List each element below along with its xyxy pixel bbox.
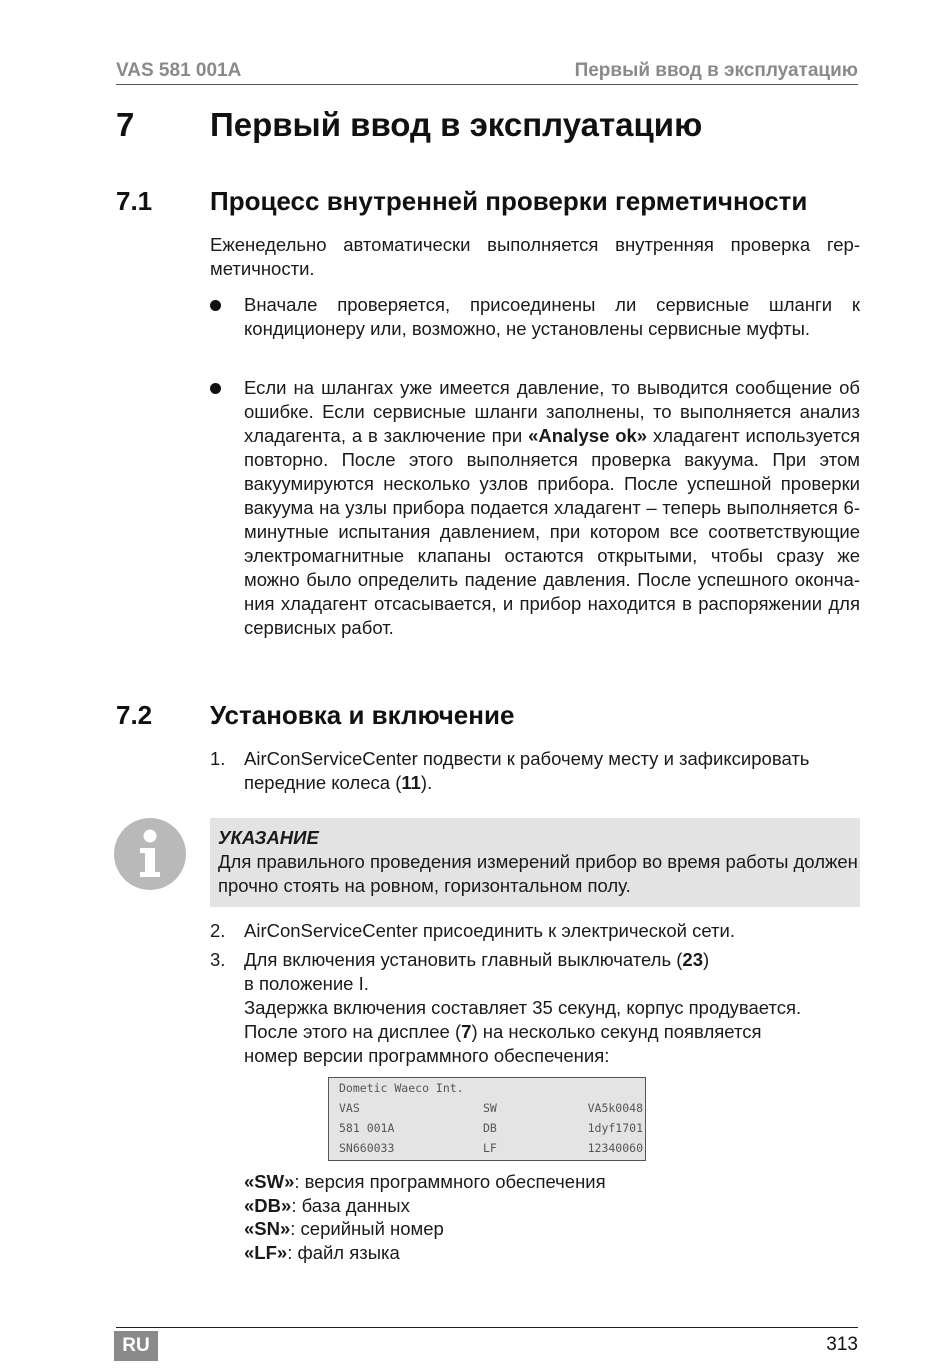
section-7-1-title: Процесс внутренней проверки герметичности bbox=[210, 186, 808, 216]
language-badge: RU bbox=[114, 1331, 158, 1361]
bullet-item bbox=[210, 293, 860, 341]
legend-item: «DB»: база данных bbox=[244, 1194, 410, 1216]
lcd-row: 581 001A DB 1dyf1701 bbox=[339, 1121, 643, 1135]
step-number: 3. bbox=[210, 949, 226, 970]
note-text: Для правильного проведения измерений прибор во время работы должен прочно стоять на ровном, горизонтальном полу. bbox=[218, 851, 858, 896]
analyse-ok-label: «Analyse ok» bbox=[528, 425, 648, 446]
lcd-row: SN660033 LF 12340060 bbox=[339, 1141, 643, 1155]
section-7-1-intro: Еженедельно автоматически выполняется внутренняя проверка герметичности. bbox=[210, 234, 860, 279]
section-7-2-number: 7.2 bbox=[116, 700, 153, 730]
step-text: AirConServiceCenter подвести к рабочему месту и зафиксировать передние колеса (11). bbox=[244, 748, 810, 793]
step-text: Для включения установить главный выключатель (23) в положение I. Задержка включения составляет 35 секунд, корпус продувается. После этого на дисплее (7) на несколько секунд появляется номер версии программного обеспечения: bbox=[244, 949, 802, 1066]
bullet-item bbox=[210, 376, 860, 640]
lcd-display bbox=[328, 1077, 646, 1161]
bullet-icon bbox=[210, 300, 221, 311]
lcd-row: VAS SW VA5k0048 bbox=[339, 1101, 643, 1115]
step-number: 2. bbox=[210, 920, 226, 941]
section-7-1-number: 7.1 bbox=[116, 186, 153, 216]
step-item bbox=[210, 948, 860, 1068]
display-legend bbox=[244, 1170, 606, 1264]
step-item bbox=[210, 919, 860, 943]
note-box bbox=[210, 818, 860, 907]
info-icon bbox=[114, 818, 186, 890]
step-number: 1. bbox=[210, 748, 226, 769]
section-7-2-title: Установка и включение bbox=[210, 700, 515, 730]
bullet-text: Вначале проверяется, присоединены ли сервисные шланги к кондиционеру или, возможно, не установлены сервисные муфты. bbox=[244, 294, 860, 339]
running-header-doc-id: VAS 581 001A bbox=[116, 60, 242, 81]
legend-item: «LF»: файл языка bbox=[244, 1241, 400, 1263]
page-number: 313 bbox=[826, 1334, 858, 1355]
header-divider bbox=[116, 84, 858, 85]
legend-item: «SW»: версия программного обеспечения bbox=[244, 1171, 606, 1192]
footer-divider bbox=[116, 1327, 858, 1328]
legend-item: «SN»: серийный номер bbox=[244, 1218, 444, 1239]
lcd-row: Dometic Waeco Int. bbox=[339, 1081, 464, 1095]
bullet-icon bbox=[210, 383, 221, 394]
bullet-text: Если на шлангах уже имеется давление, то выводится сообщение об ошибке. Если сервисные шланги заполнены, то выполняется анализ хладагента, а в заключение при «Analyse ok» хладагент используется повторно. После этого выполняется проверка вакуума. При этом вакуумируются несколько узлов прибора. После успешной проверки вакуума на узлы прибора подается хладагент – теперь выполняется 6-минутные испытания давлением, при котором все соответствующие электромагнитные клапаны остаются открытыми, чтобы сразу же можно было определить падение давления. После успешного окончания хладагент отсасывается, и прибор находится в распоряжении для сервисных работ. bbox=[244, 377, 860, 638]
chapter-number: 7 bbox=[116, 106, 135, 143]
step-item bbox=[210, 747, 860, 795]
running-header-chapter: Первый ввод в эксплуатацию bbox=[574, 60, 858, 81]
chapter-title: Первый ввод в эксплуатацию bbox=[210, 106, 703, 143]
step-text: AirConServiceCenter присоединить к электрической сети. bbox=[244, 920, 735, 941]
note-title: УКАЗАНИЕ bbox=[218, 827, 319, 848]
